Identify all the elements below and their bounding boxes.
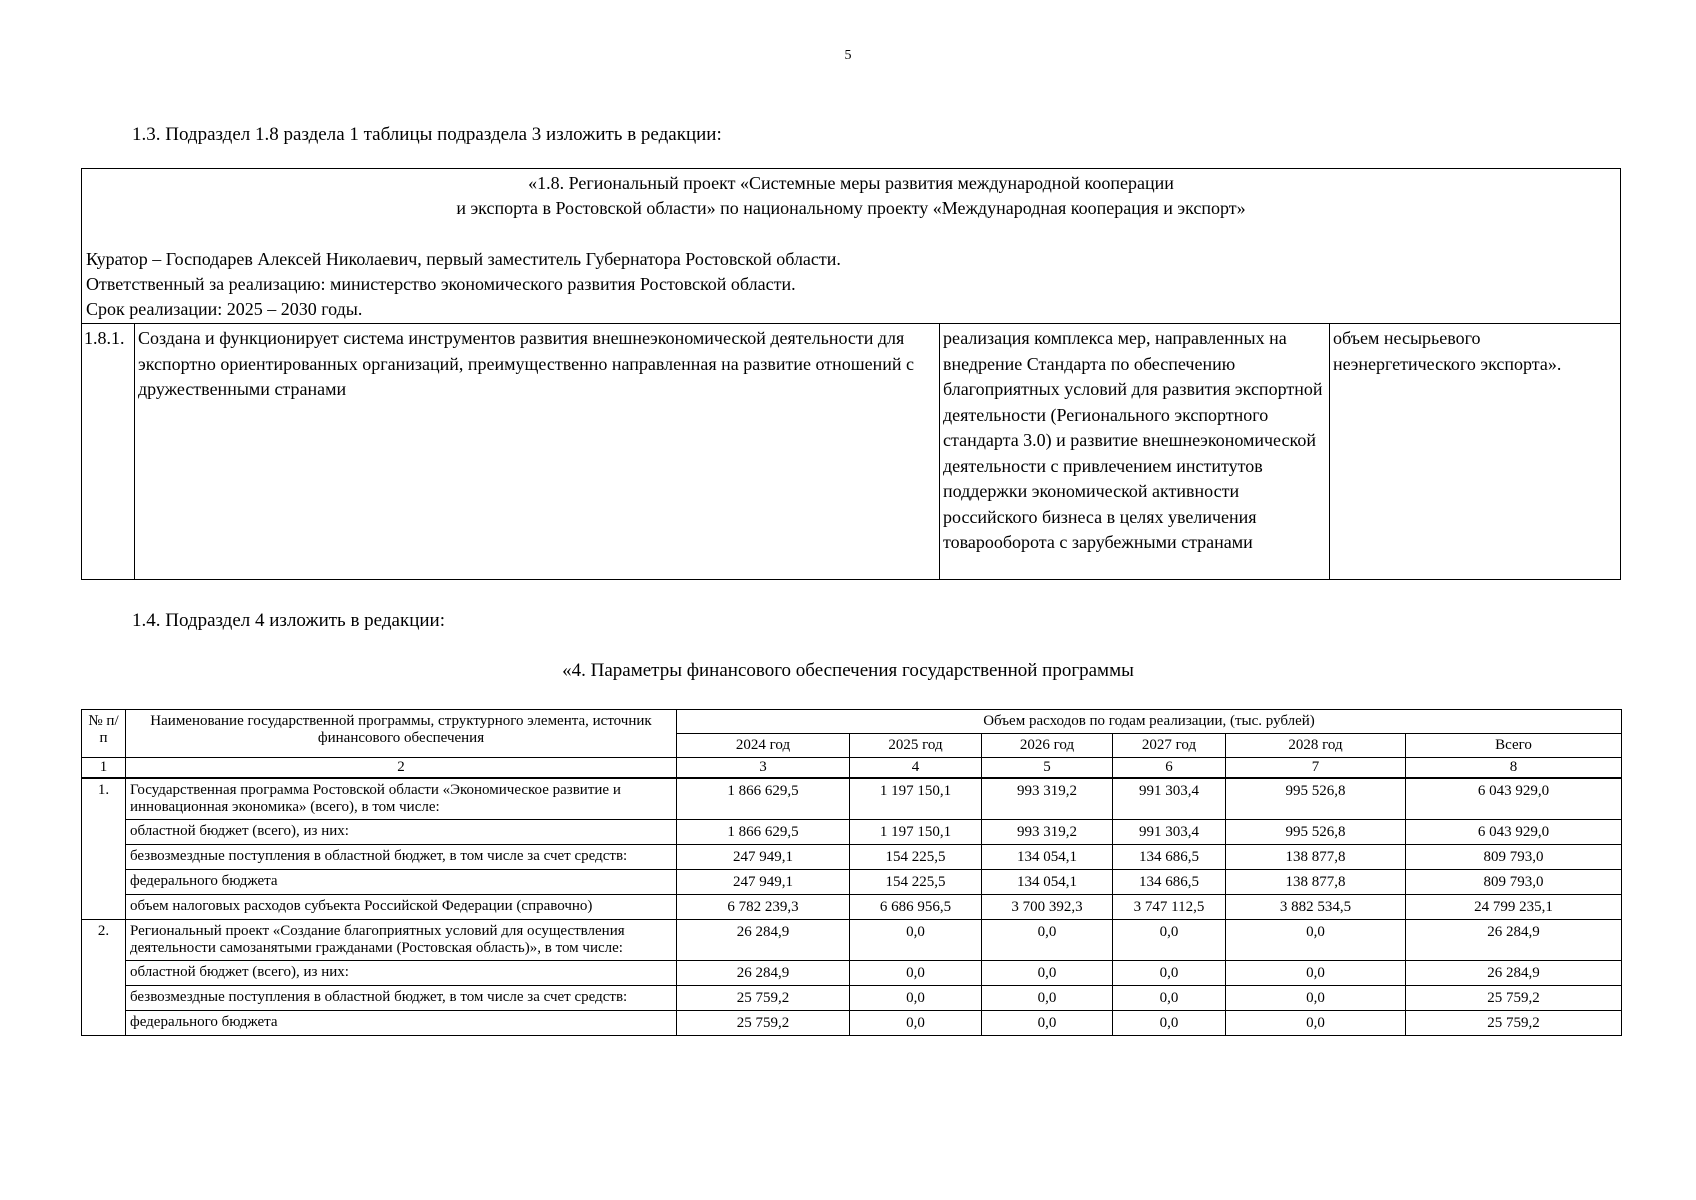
index-cell: 7 [1226,758,1406,779]
row-value: 0,0 [982,986,1113,1011]
row-value: 6 782 239,3 [677,895,850,920]
row-name: федерального бюджета [126,870,677,895]
header-year-2027: 2027 год [1113,734,1226,758]
project-header [82,169,1620,324]
row-value: 991 303,4 [1113,820,1226,845]
row-value: 0,0 [1113,986,1226,1011]
row-name: Региональный проект «Создание благоприятных условий для осуществления деятельности самозанятыми гражданами (Ростовская область)», в том числе: [126,920,677,961]
table-row [82,845,1622,870]
header-total: Всего [1406,734,1622,758]
header-name: Наименование государственной программы, структурного элемента, источник финансового обеспечения [126,710,677,758]
row-value: 993 319,2 [982,820,1113,845]
row-value: 134 054,1 [982,870,1113,895]
row-name: безвозмездные поступления в областной бюджет, в том числе за счет средств: [126,986,677,1011]
task-description: Создана и функционирует система инструментов развития внешнеэкономической деятельности для экспортно ориентированных организаций, преимущественно направленная на развитие отношений с дружественными странами [138,328,914,399]
row-value: 138 877,8 [1226,845,1406,870]
row-value: 26 284,9 [1406,961,1622,986]
row-value: 26 284,9 [1406,920,1622,961]
row-name: объем налоговых расходов субъекта Российской Федерации (справочно) [126,895,677,920]
row-value: 809 793,0 [1406,870,1622,895]
row-value: 0,0 [1113,920,1226,961]
row-value: 991 303,4 [1113,778,1226,820]
row-value: 154 225,5 [850,870,982,895]
row-value: 0,0 [1226,1011,1406,1036]
index-cell: 8 [1406,758,1622,779]
row-number: 1. [82,778,126,920]
header-year-2026: 2026 год [982,734,1113,758]
row-value: 995 526,8 [1226,820,1406,845]
row-value: 993 319,2 [982,778,1113,820]
row-value: 0,0 [982,920,1113,961]
project-term: Срок реализации: 2025 – 2030 годы. [86,299,363,319]
row-value: 0,0 [982,1011,1113,1036]
section-4-title: «4. Параметры финансового обеспечения государственной программы [562,660,1134,681]
row-value: 154 225,5 [850,845,982,870]
row-value: 26 284,9 [677,961,850,986]
row-value: 0,0 [1113,961,1226,986]
row-value: 0,0 [850,1011,982,1036]
header-year-2028: 2028 год [1226,734,1406,758]
row-value: 3 747 112,5 [1113,895,1226,920]
table-row [82,961,1622,986]
row-value: 134 686,5 [1113,845,1226,870]
row-value: 0,0 [1113,1011,1226,1036]
row-value: 25 759,2 [1406,986,1622,1011]
row-value: 0,0 [850,961,982,986]
row-name: Государственная программа Ростовской области «Экономическое развитие и инновационная экономика» (всего), в том числе: [126,778,677,820]
row-value: 6 043 929,0 [1406,778,1622,820]
paragraph-1-4: 1.4. Подраздел 4 изложить в редакции: [132,610,445,631]
row-value: 138 877,8 [1226,870,1406,895]
header-year-2025: 2025 год [850,734,982,758]
table-row [82,820,1622,845]
row-value: 995 526,8 [1226,778,1406,820]
row-name: безвозмездные поступления в областной бюджет, в том числе за счет средств: [126,845,677,870]
financing-table-body [82,778,1622,1036]
index-cell: 1 [82,758,126,779]
row-value: 0,0 [982,961,1113,986]
table-row [82,870,1622,895]
table-row [82,986,1622,1011]
index-cell: 6 [1113,758,1226,779]
task-indicator: объем несырьевого неэнергетического экспорта». [1333,328,1562,374]
row-name: федерального бюджета [126,1011,677,1036]
project-title-line-1: «1.8. Региональный проект «Системные меры развития международной кооперации [528,173,1174,193]
row-value: 25 759,2 [677,986,850,1011]
header-year-2024: 2024 год [677,734,850,758]
row-value: 3 882 534,5 [1226,895,1406,920]
row-value: 1 197 150,1 [850,778,982,820]
row-value: 0,0 [1226,961,1406,986]
row-name: областной бюджет (всего), из них: [126,961,677,986]
header-number: № п/п [82,710,126,758]
row-value: 24 799 235,1 [1406,895,1622,920]
project-task-row [82,324,1620,579]
project-curator: Куратор – Господарев Алексей Николаевич, первый заместитель Губернатора Ростовской области. [86,249,841,269]
row-value: 247 949,1 [677,870,850,895]
row-value: 25 759,2 [1406,1011,1622,1036]
row-value: 6 043 929,0 [1406,820,1622,845]
index-cell: 4 [850,758,982,779]
table-row [82,1011,1622,1036]
project-table [81,168,1621,580]
row-number: 2. [82,920,126,1036]
row-value: 0,0 [1226,920,1406,961]
row-value: 6 686 956,5 [850,895,982,920]
paragraph-1-3: 1.3. Подраздел 1.8 раздела 1 таблицы подраздела 3 изложить в редакции: [132,124,722,145]
row-value: 25 759,2 [677,1011,850,1036]
task-number: 1.8.1. [84,328,125,348]
index-cell: 3 [677,758,850,779]
table-row [82,778,1622,820]
row-value: 0,0 [850,986,982,1011]
row-name: областной бюджет (всего), из них: [126,820,677,845]
row-value: 0,0 [850,920,982,961]
index-row [82,758,1622,779]
row-value: 0,0 [1226,986,1406,1011]
project-responsible: Ответственный за реализацию: министерство экономического развития Ростовской области. [86,274,796,294]
task-effect: реализация комплекса мер, направленных на внедрение Стандарта по обеспечению благоприятных условий для развития экспортной деятельности (Регионального экспортного стандарта 3.0) и развитие внешнеэкономической деятельности с привлечением институтов поддержки экономической активности российского бизнеса в целях увеличения товарооборота с зарубежными странами [943,328,1323,552]
header-expenses-group: Объем расходов по годам реализации, (тыс. рублей) [677,710,1622,734]
row-value: 26 284,9 [677,920,850,961]
row-value: 3 700 392,3 [982,895,1113,920]
table-row [82,920,1622,961]
row-value: 1 866 629,5 [677,778,850,820]
financing-table [81,709,1622,1036]
index-cell: 2 [126,758,677,779]
row-value: 134 686,5 [1113,870,1226,895]
table-row [82,895,1622,920]
index-cell: 5 [982,758,1113,779]
page-number: 5 [844,48,852,63]
row-value: 1 197 150,1 [850,820,982,845]
project-title-line-2: и экспорта в Ростовской области» по национальному проекту «Международная кооперация и экспорт» [456,198,1246,218]
row-value: 134 054,1 [982,845,1113,870]
row-value: 809 793,0 [1406,845,1622,870]
row-value: 1 866 629,5 [677,820,850,845]
row-value: 247 949,1 [677,845,850,870]
